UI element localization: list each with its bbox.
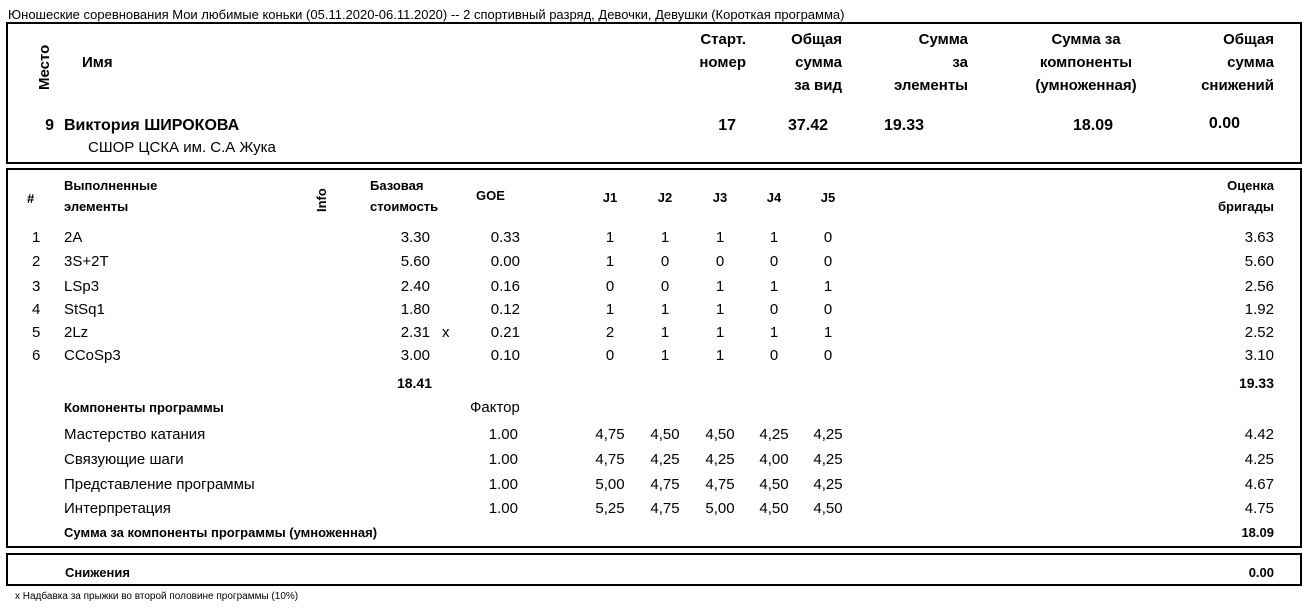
element-j3: 0	[715, 253, 725, 270]
skater-elements-score: 19.33	[883, 117, 924, 134]
component-factor: 1.00	[488, 426, 518, 443]
component-panel: 4.42	[1244, 426, 1274, 443]
component-name: Интерпретация	[64, 500, 171, 517]
total-score-header: Общая сумма за вид	[791, 31, 842, 94]
element-j4: 0	[769, 347, 779, 364]
col-header-j4: J4	[766, 190, 782, 205]
skater-club: СШОР ЦСКА им. С.А Жука	[88, 139, 276, 156]
element-goe: 0.21	[490, 324, 520, 341]
element-j1: 0	[605, 278, 615, 295]
element-num: 4	[32, 301, 41, 318]
element-j3: 1	[715, 347, 725, 364]
element-num: 2	[32, 253, 41, 270]
element-base: 1.80	[400, 301, 430, 318]
skater-summary-box	[6, 22, 1302, 164]
component-j2: 4,75	[650, 500, 680, 517]
element-goe: 0.00	[490, 253, 520, 270]
skater-deductions: 0.00	[1208, 115, 1240, 132]
col-header-j2: J2	[657, 190, 673, 205]
components-total: 18.09	[1241, 525, 1274, 540]
component-j5: 4,25	[813, 476, 843, 493]
component-j3: 4,50	[705, 426, 735, 443]
element-j2: 0	[660, 253, 670, 270]
component-j4: 4,50	[759, 476, 789, 493]
element-j4: 0	[769, 253, 779, 270]
col-header-j1: J1	[602, 190, 618, 205]
element-j4: 1	[769, 324, 779, 341]
place-header: Место	[36, 44, 53, 90]
element-name: 2Lz	[64, 324, 89, 341]
element-j2: 1	[660, 347, 670, 364]
element-panel: 3.10	[1244, 347, 1274, 364]
component-j1: 5,00	[595, 476, 625, 493]
name-header: Имя	[82, 54, 113, 71]
component-j1: 4,75	[595, 426, 625, 443]
component-factor: 1.00	[488, 500, 518, 517]
skater-place: 9	[45, 117, 54, 134]
event-title: Юношеские соревнования Мои любимые коньки (05.11.2020-06.11.2020) -- 2 спортивный разряд, Девочки, Девушки (Короткая программа)	[8, 7, 845, 22]
element-j5: 0	[823, 253, 833, 270]
element-name: CCoSp3	[64, 347, 121, 364]
element-j5: 1	[823, 278, 833, 295]
start-no-header: Старт. номер	[699, 31, 746, 71]
element-name: 3S+2T	[64, 253, 109, 270]
element-base: 2.31	[400, 324, 430, 341]
col-header-goe: GOE	[476, 188, 505, 203]
col-header-j5: J5	[820, 190, 836, 205]
element-panel: 5.60	[1244, 253, 1274, 270]
element-panel: 3.63	[1244, 229, 1274, 246]
element-base: 2.40	[400, 278, 430, 295]
element-j2: 0	[660, 278, 670, 295]
footnote: x Надбавка за прыжки во второй половине программы (10%)	[15, 591, 299, 602]
component-j4: 4,25	[759, 426, 789, 443]
element-j1: 1	[605, 301, 615, 318]
element-num: 6	[32, 347, 41, 364]
element-num: 5	[32, 324, 41, 341]
skater-total-score: 37.42	[787, 117, 828, 134]
element-j4: 1	[769, 278, 779, 295]
component-j4: 4,00	[759, 451, 789, 468]
skater-name: Виктория ШИРОКОВА	[64, 117, 240, 134]
element-goe: 0.33	[490, 229, 520, 246]
components-score-header: Сумма за компоненты (умноженная)	[1035, 31, 1137, 94]
col-header-num: #	[27, 191, 35, 206]
element-j5: 0	[823, 347, 833, 364]
element-goe: 0.10	[490, 347, 520, 364]
element-info: x	[442, 324, 450, 341]
element-j4: 1	[769, 229, 779, 246]
panel-total: 19.33	[1238, 375, 1274, 391]
component-j1: 5,25	[595, 500, 625, 517]
component-factor: 1.00	[488, 476, 518, 493]
element-panel: 2.52	[1244, 324, 1274, 341]
components-total-label: Сумма за компоненты программы (умноженная)	[64, 525, 378, 540]
element-base: 3.30	[400, 229, 430, 246]
component-j5: 4,25	[813, 426, 843, 443]
element-base: 5.60	[400, 253, 430, 270]
element-j1: 2	[605, 324, 615, 341]
element-j2: 1	[660, 324, 670, 341]
deductions-header: Общая сумма снижений	[1201, 31, 1274, 94]
component-j1: 4,75	[595, 451, 625, 468]
element-goe: 0.16	[490, 278, 520, 295]
element-base: 3.00	[400, 347, 430, 364]
component-panel: 4.67	[1244, 476, 1274, 493]
deductions-value: 0.00	[1248, 565, 1274, 580]
component-factor: 1.00	[488, 451, 518, 468]
element-j2: 1	[660, 229, 670, 246]
component-j5: 4,50	[813, 500, 843, 517]
element-j1: 0	[605, 347, 615, 364]
element-panel: 2.56	[1244, 278, 1274, 295]
component-panel: 4.75	[1244, 500, 1274, 517]
col-header-executed: Выполненные элементы	[64, 178, 158, 214]
element-j3: 1	[715, 301, 725, 318]
element-j1: 1	[605, 253, 615, 270]
col-header-j3: J3	[712, 190, 728, 205]
element-panel: 1.92	[1244, 301, 1274, 318]
element-j3: 1	[715, 278, 725, 295]
elements-score-header: Сумма за элементы	[893, 31, 968, 94]
base-total: 18.41	[396, 375, 432, 391]
skater-components-score: 18.09	[1072, 117, 1113, 134]
component-j5: 4,25	[813, 451, 843, 468]
element-j1: 1	[605, 229, 615, 246]
element-j3: 1	[715, 324, 725, 341]
component-j2: 4,75	[650, 476, 680, 493]
components-title: Компоненты программы	[64, 400, 224, 415]
element-j4: 0	[769, 301, 779, 318]
element-goe: 0.12	[490, 301, 520, 318]
element-j3: 1	[715, 229, 725, 246]
component-j2: 4,25	[650, 451, 680, 468]
component-name: Мастерство катания	[64, 426, 206, 443]
col-header-base: Базовая стоимость	[370, 178, 439, 214]
component-j3: 5,00	[705, 500, 735, 517]
element-j5: 0	[823, 301, 833, 318]
deductions-label: Снижения	[65, 565, 130, 580]
element-name: 2A	[64, 229, 83, 246]
deductions-box	[6, 553, 1302, 586]
component-j2: 4,50	[650, 426, 680, 443]
element-j5: 0	[823, 229, 833, 246]
component-j3: 4,25	[705, 451, 735, 468]
component-name: Связующие шаги	[64, 451, 184, 468]
element-j2: 1	[660, 301, 670, 318]
col-header-panel: Оценка бригады	[1218, 178, 1274, 214]
component-j4: 4,50	[759, 500, 789, 517]
component-name: Представление программы	[64, 476, 255, 493]
element-j5: 1	[823, 324, 833, 341]
element-num: 1	[32, 229, 41, 246]
element-name: StSq1	[64, 301, 105, 318]
col-header-info: Info	[314, 188, 329, 212]
element-num: 3	[32, 278, 41, 295]
component-panel: 4.25	[1244, 451, 1274, 468]
factor-header: Фактор	[470, 399, 520, 416]
element-name: LSp3	[64, 278, 100, 295]
component-j3: 4,75	[705, 476, 735, 493]
skater-start-no: 17	[718, 117, 736, 134]
